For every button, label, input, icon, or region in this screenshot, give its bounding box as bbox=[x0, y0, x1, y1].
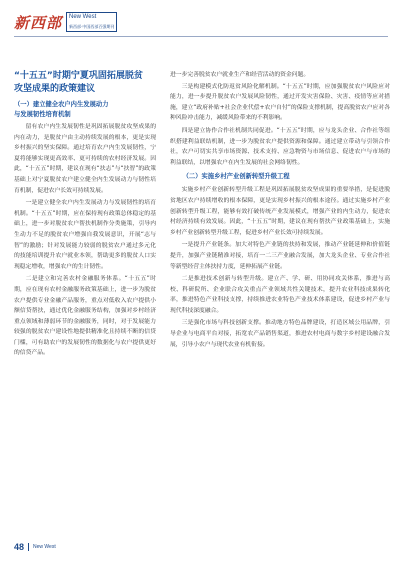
page-header bbox=[0, 0, 402, 40]
right-paragraph-1: 进一步完善脱贫农户就业生产和经营活动的资金问题。 bbox=[170, 72, 310, 78]
right-paragraph-4: 实施乡村产业创新转型升级工程是巩固拓展脱贫攻坚成果的重要举措，是促进脱贫地区农户持续增收的根本保障，更是实现乡村振兴的根本途径。通过实施乡村产业创新转型升级工程，能够有效打破传统产业发展模式，增强产业的内生动力，促进农村经济持续有效发展。因此，“十五五”时期，建议在现有帮扶产业政策基础上，实施乡村产业创新转型升级工程，促进乡村产业长效可持续发展。 bbox=[170, 187, 390, 236]
header-divider bbox=[14, 36, 388, 37]
left-column bbox=[14, 70, 156, 359]
section-1-heading-line-1: （一）建立健全农户内生发展动力 bbox=[14, 101, 109, 108]
section-2-heading: （二）实施乡村产业创新转型升级工程 bbox=[182, 173, 290, 181]
page-number: 48 bbox=[14, 542, 25, 552]
section-1-heading bbox=[14, 100, 156, 120]
section-1-heading-line-2: 与发展韧性培育机制 bbox=[14, 111, 71, 118]
article-title bbox=[14, 70, 156, 96]
page-footer bbox=[14, 541, 56, 553]
left-paragraph-2: 一是建立健全农户内生发展动力与发展韧性的培育机制。“十五五”时期，应在保持现有政策总体稳定的基础上，进一步对脱贫农户帮扶机制作分类施策，引导内生动力不足的脱贫农户增强自我发展意识，开展“志与智”的激励；针对发展能力较弱的脱贫农户通过多元化的技能培训提升农户就业本领，帮助更多的脱贫人口实现稳定增收，增强农户的生计韧性。 bbox=[14, 200, 156, 270]
left-paragraph-3: 二是建立和完善农村金融服务体系。“十五五”时期，应在现有农村金融服务政策基础上，进一步为脱贫农户提供专业金融产品服务，重点对低收入农户提供小额信贷帮扶，通过优化金融服务结构，加强对乡村经济重点领域和薄弱环节的金融服务，同时，对于发展能力较强的脱贫农户建设性地提供精准化且持续不断的信贷门槛，可有助农户的发展韧性的数据化与农户提供更好的信贷产品。 bbox=[14, 276, 156, 357]
logo-english: New West bbox=[69, 14, 97, 20]
right-paragraph-6: 二是推进技术创新与转型升级。建立产、学、研、用协同攻关体系，推进与高校、科研院所、企业联合攻关重点产业领域共性关键技术，提升农业科技成果转化率，推进特色产业科技支撑，持续推进农业特色产业技术体系建设，促进乡村产业与现代科技深度融合。 bbox=[170, 276, 390, 314]
article-title-line-2: 攻坚成果的政策建议 bbox=[14, 84, 96, 94]
right-paragraph-7: 三是强化市场与科技创新支撑。推动地方特色品牌建设，打造区域公用品牌，引导企业与电商平台对接，拓宽农产品销售渠道，推进农村电商与数字乡村建设融合发展，引导小农户与现代农业有机衔接。 bbox=[170, 320, 390, 348]
logo-english-sub: 新西部·中国西部百强期刊 bbox=[69, 24, 115, 29]
left-paragraph-1: 留有农户内生发展韧性是巩固拓展脱贫攻坚成果的内在动力，是脱贫户由主动持续发展的根本，更是实现乡村振兴的坚实保障。通过培育农户内生发展韧性，宁夏将能够实现更高效率、更可持续的农村经济发展。因此，“十五五”时期，建议在现有“扶志”与“扶智”的政策基础上对宁夏脱贫农户建立健全内生发展动力与韧性培育机制，促进农户长效可持续发展。 bbox=[14, 124, 156, 194]
right-paragraph-5: 一是提升产业链条。加大对特色产业链的扶持和发展，推动产业链延伸和价值链提升，加强产业链精准对接，培育一二三产业融合发展，加大龙头企业、专业合作社等新型经营主体扶持力度，延伸拓展产业链。 bbox=[170, 242, 390, 270]
right-paragraph-2: 三是构建模式化防返贫风险化解机制。“十五五”时期，应加强脱贫农户风险应对能力，进一步提升脱贫农户发展风险韧性，通过开发灾害保险、灾害、疫情等应对措施，建立“政府补贴+社会企业代偿+农户自付”的保险支撑机制，提高脱贫农户应对各种风险冲击能力，减缓风险带来的不利影响。 bbox=[170, 83, 390, 122]
right-column bbox=[170, 70, 390, 350]
logo-chinese: 新西部 bbox=[14, 13, 63, 32]
footer-magazine-name: New West bbox=[33, 544, 56, 550]
magazine-logo bbox=[14, 12, 117, 32]
right-paragraph-3: 四是建立协作合作社机制共同促进。“十五五”时期，应与龙头企业、合作社等组织搭建利益联结机制，进一步为脱贫农户提供资源和保障。通过建立带动与引领合作社，农户可切实共享市场资源、技术支持、应急物资与市场信息、促进农户与市场的利益联结，以增强农户在内生发展的社会网络韧性。 bbox=[170, 127, 390, 166]
footer-separator bbox=[28, 543, 29, 551]
article-title-line-1: “十五五”时期宁夏巩固拓展脱贫 bbox=[14, 71, 143, 81]
logo-english-box bbox=[66, 12, 117, 32]
